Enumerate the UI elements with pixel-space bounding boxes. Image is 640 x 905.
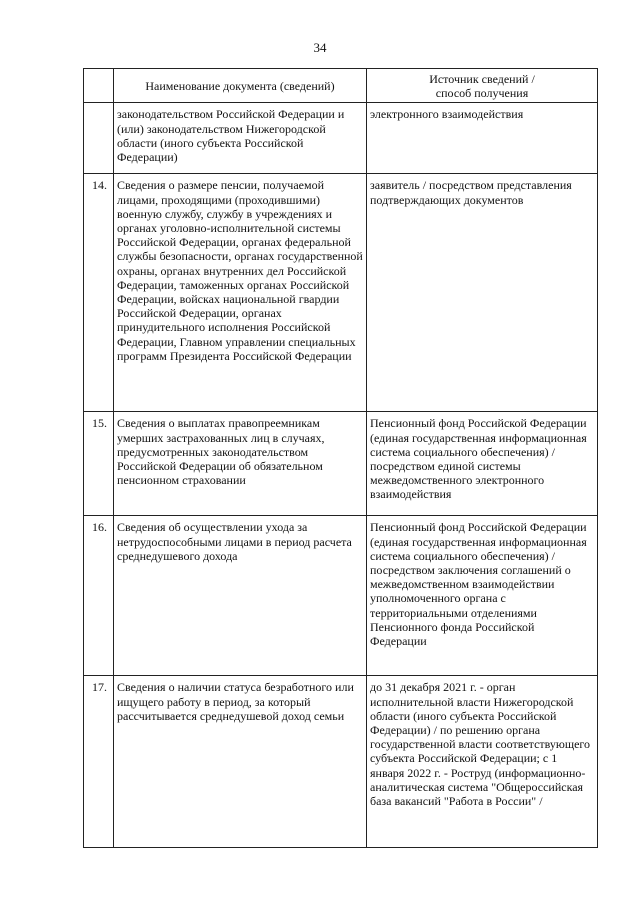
table-row xyxy=(84,516,598,676)
document-name-cell: законодательством Российской Федерации и (или) законодательством Нижегородской области (иного субъекта Российской Федерации) xyxy=(114,103,367,174)
table-row xyxy=(84,676,598,848)
header-document-name-text: Наименование документа (сведений) xyxy=(145,79,335,94)
row-number: 15. xyxy=(84,412,114,516)
document-name-cell: Сведения об осуществлении ухода за нетрудоспособными лицами в период расчета среднедушевого дохода xyxy=(114,516,367,676)
header-source-line1: Источник сведений / xyxy=(429,72,535,86)
table-row xyxy=(84,174,598,412)
row-number: 16. xyxy=(84,516,114,676)
row-number: 14. xyxy=(84,174,114,412)
header-source xyxy=(367,69,598,103)
header-document-name xyxy=(114,69,367,103)
document-name-cell: Сведения о размере пенсии, получаемой лицами, проходящими (проходившими) военную службу, службу в учреждениях и органах уголовно-исполнительной системы Российской Федерации, органах федеральной службы безопасности, органах государственной охраны, органах внутренних дел Российской Федерации, таможенных органах Российской Федерации, войсках национальной гвардии Российской Федерации, органах принудительного исполнения Российской Федерации, Главном управлении специальных программ Президента Российской Федерации xyxy=(114,174,367,412)
documents-table xyxy=(83,68,598,848)
table-header-row xyxy=(84,69,598,103)
source-cell: до 31 декабря 2021 г. - орган исполнительной власти Нижегородской области (иного субъекта Российской Федерации) / по решению органа государственной власти соответствующего субъекта Российской Федерации; с 1 января 2022 г. - Роструд (информационно-аналитическая система "Общероссийская база вакансий "Работа в России" / xyxy=(367,676,598,848)
source-cell: Пенсионный фонд Российской Федерации (единая государственная информационная система социального обеспечения) / посредством заключения соглашений о межведомственном взаимодействии уполномоченного органа с территориальными отделениями Пенсионного фонда Российской Федерации xyxy=(367,516,598,676)
document-name-cell: Сведения о наличии статуса безработного или ищущего работу в период, за который рассчитывается среднедушевой доход семьи xyxy=(114,676,367,848)
row-number: 17. xyxy=(84,676,114,848)
header-number-cell xyxy=(84,69,114,103)
table-row xyxy=(84,103,598,174)
header-source-line2: способ получения xyxy=(435,86,529,101)
page-number: 34 xyxy=(313,40,327,55)
row-number xyxy=(84,103,114,174)
document-name-cell: Сведения о выплатах правопреемникам умерших застрахованных лиц в случаях, предусмотренных законодательством Российской Федерации об обязательном пенсионном страховании xyxy=(114,412,367,516)
source-cell: заявитель / посредством представления подтверждающих документов xyxy=(367,174,598,412)
source-cell: электронного взаимодействия xyxy=(367,103,598,174)
source-cell: Пенсионный фонд Российской Федерации (единая государственная информационная система социального обеспечения) / посредством единой системы межведомственного электронного взаимодействия xyxy=(367,412,598,516)
table-row xyxy=(84,412,598,516)
